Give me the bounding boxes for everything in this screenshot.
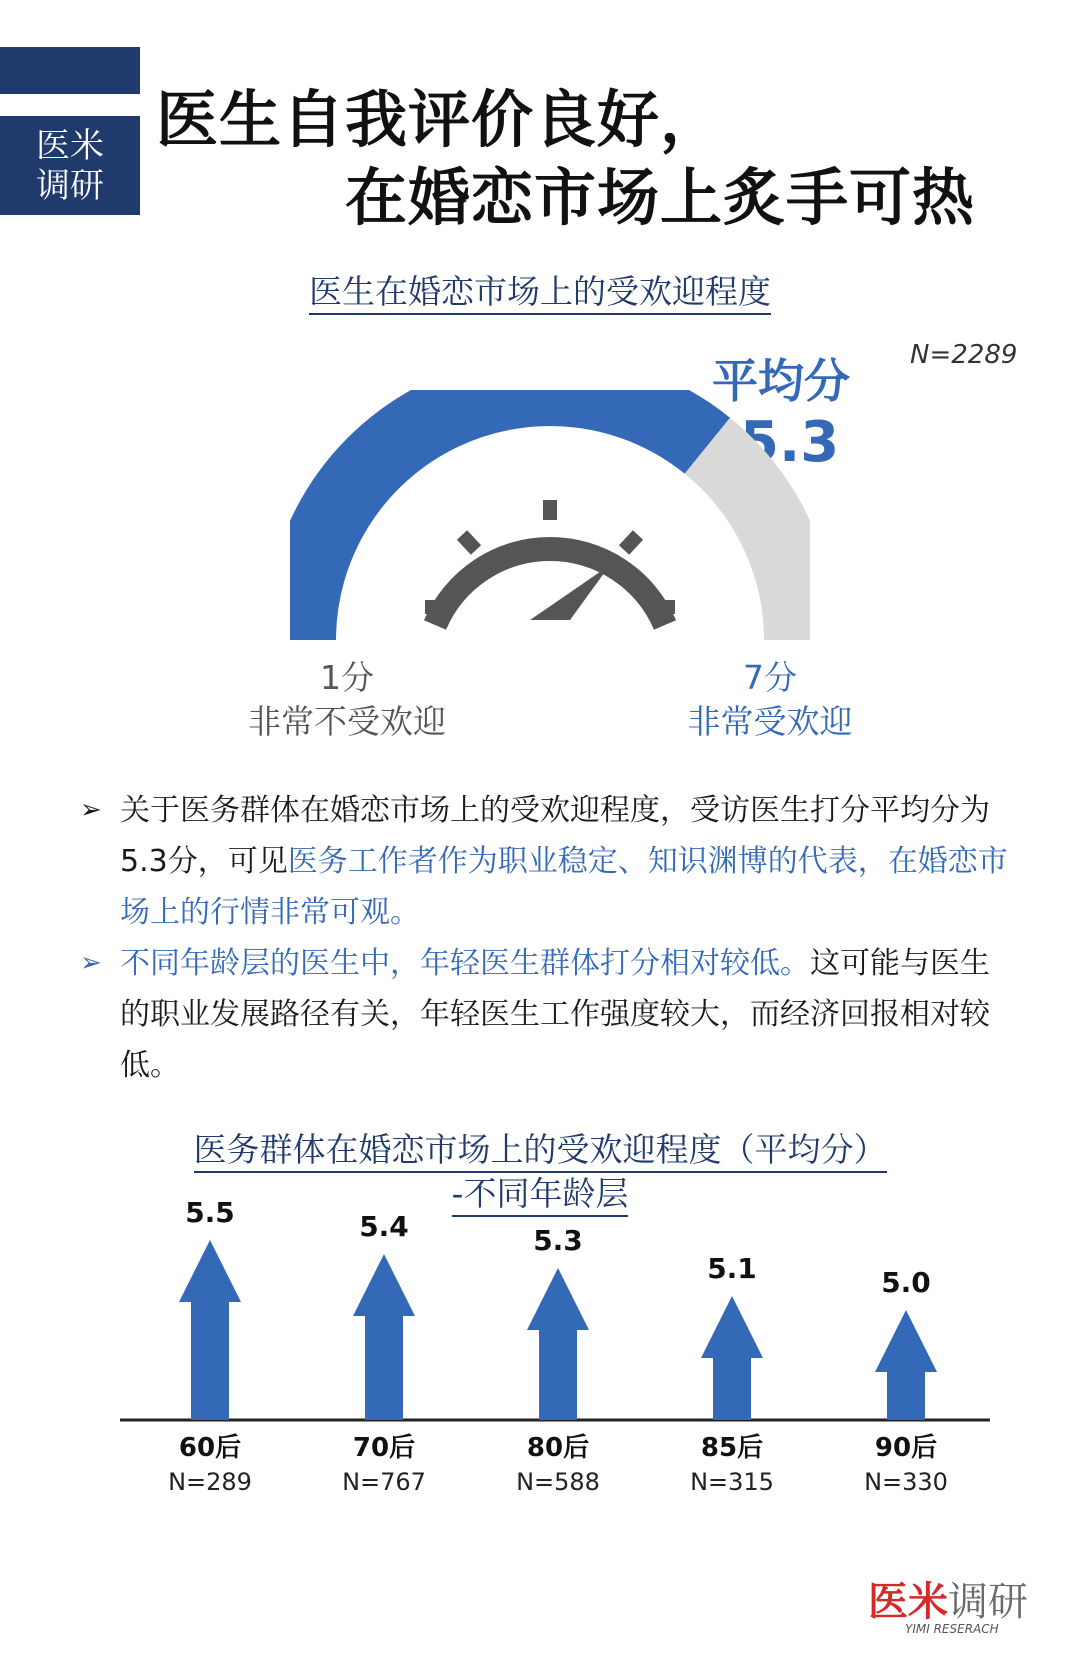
sample-size-label: N=315 [690, 1468, 774, 1496]
scale-max-score: 7分 [743, 658, 797, 697]
scale-max [660, 656, 880, 744]
arrow-bullet-icon: ➢ [80, 795, 102, 825]
logo-text-grey: 调研 [948, 1579, 1028, 1625]
gauge-section-title-text: 医生在婚恋市场上的受欢迎程度 [309, 272, 771, 315]
score-gauge [290, 390, 810, 650]
headline-line2: 在婚恋市场上炙手可热 [345, 161, 976, 234]
brand-box [0, 116, 140, 215]
bar-arrow [179, 1240, 241, 1420]
category-label: 80后 [526, 1433, 590, 1463]
data-label: 5.4 [359, 1210, 409, 1243]
average-value: 5.3 [740, 410, 840, 475]
data-label: 5.0 [881, 1266, 931, 1299]
scale-max-text: 非常受欢迎 [687, 702, 853, 741]
age-bar-chart [0, 1200, 1080, 1540]
data-label: 5.5 [185, 1200, 235, 1229]
sample-size-label: N=330 [864, 1468, 948, 1496]
bullet-1-highlight: 医务工作者作为职业稳定、知识渊博的代表，在婚恋市场上的行情非常可观。 [120, 844, 1008, 930]
gauge-section-title [0, 266, 1080, 313]
bar-section-title-line1: 医务群体在婚恋市场上的受欢迎程度（平均分） [194, 1130, 887, 1173]
logo-subtitle: YIMI RESERACH [905, 1622, 999, 1636]
category-label: 85后 [700, 1433, 764, 1463]
category-label: 90后 [874, 1433, 938, 1463]
brand-bar [0, 47, 140, 94]
brand-line2: 调研 [36, 166, 104, 206]
average-label: 平均分 [712, 354, 850, 408]
logo-text-red: 医米 [868, 1579, 948, 1625]
data-label: 5.1 [707, 1252, 757, 1285]
sample-size: N=2289 [910, 340, 1018, 370]
category-label: 60后 [178, 1433, 242, 1463]
bullet-item-1 [80, 785, 1010, 938]
sample-size-label: N=767 [342, 1468, 426, 1496]
scale-min-score: 1分 [320, 658, 374, 697]
bar-arrow [527, 1268, 589, 1420]
bullet-1-text: 关于医务群体在婚恋市场上的受欢迎程度，受访医生打分平均分为5.3分，可见 [120, 793, 990, 879]
bar-arrow [353, 1254, 415, 1420]
brand-line1: 医米 [36, 126, 104, 166]
gauge-needle [530, 565, 610, 620]
headline-line1: 医生自我评价良好， [156, 83, 724, 156]
bullet-2-highlight: 不同年龄层的医生中，年轻医生群体打分相对较低。 [120, 946, 810, 981]
bar-section-title-line2: -不同年龄层 [452, 1174, 629, 1217]
sample-size-label: N=588 [516, 1468, 600, 1496]
category-label: 70后 [352, 1433, 416, 1463]
arrow-bullet-icon: ➢ [80, 948, 102, 978]
bar-arrow [701, 1296, 763, 1420]
scale-min-text: 非常不受欢迎 [248, 702, 446, 741]
logo [868, 1570, 1028, 1627]
bullet-list [80, 785, 1010, 1091]
sample-size-label: N=289 [168, 1468, 252, 1496]
data-label: 5.3 [533, 1224, 583, 1257]
bullet-2-text: 这可能与医生的职业发展路径有关，年轻医生工作强度较大，而经济回报相对较低。 [120, 946, 990, 1083]
scale-min [232, 656, 462, 744]
bullet-item-2 [80, 938, 1010, 1091]
bar-arrow [875, 1310, 937, 1420]
